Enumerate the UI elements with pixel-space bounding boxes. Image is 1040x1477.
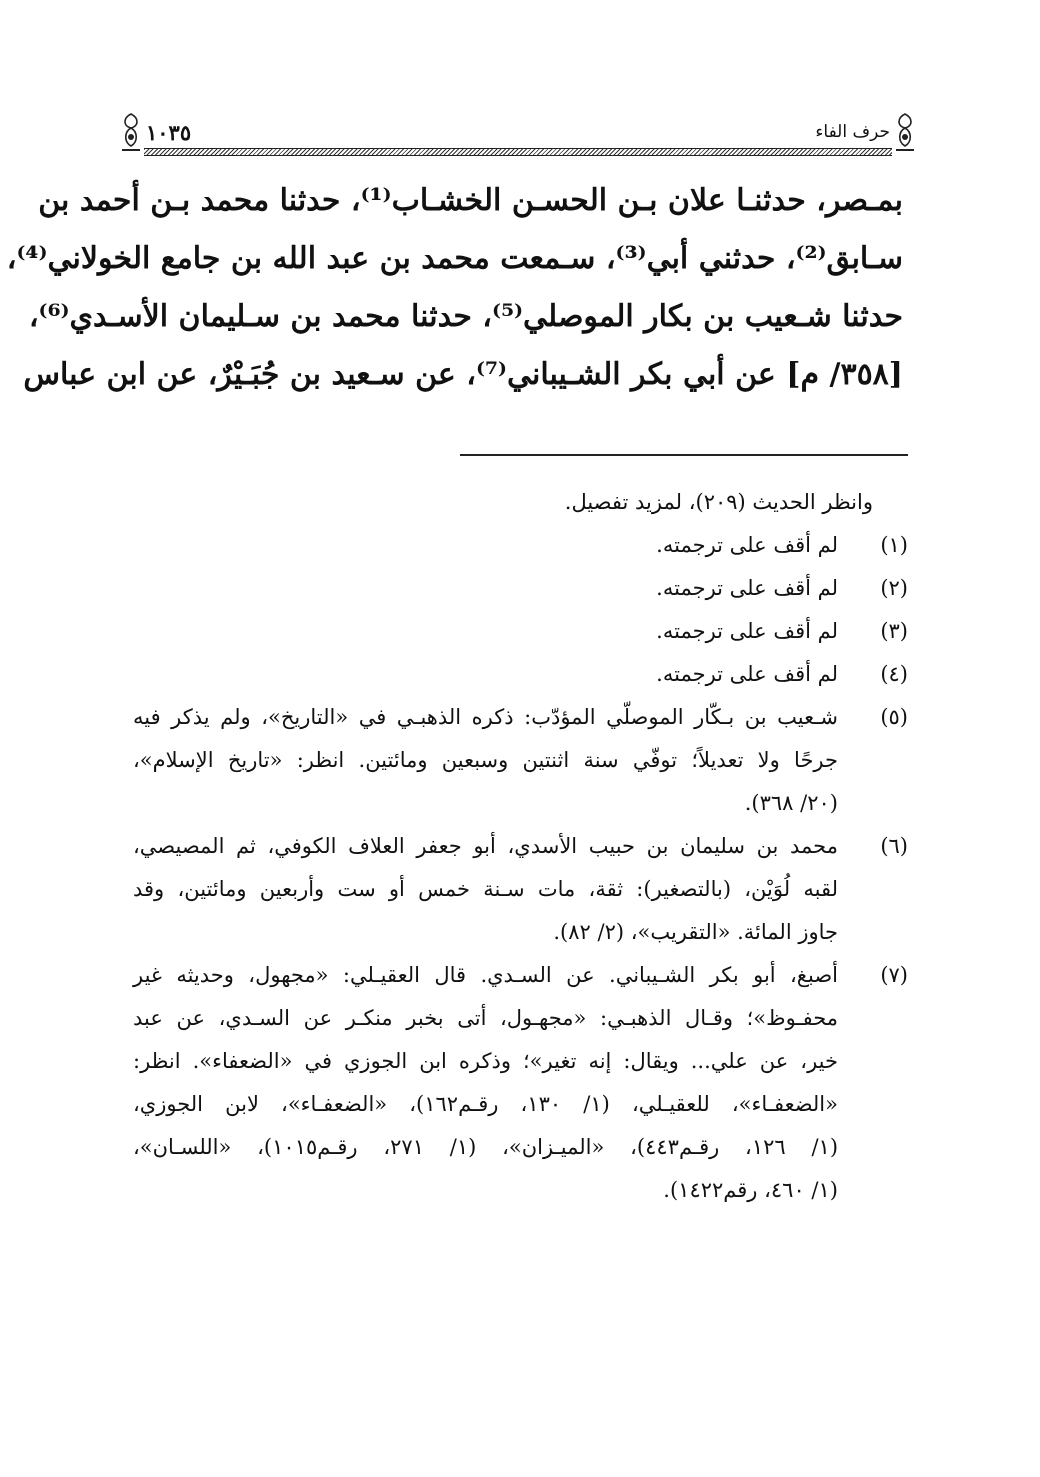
footnote-number: (٤) <box>880 662 908 686</box>
footnote <box>133 524 908 567</box>
text-line: حدثنا شـعيب بن بكار الموصلي⁽⁵⁾، حدثنا محمد بن سـليمان الأسـدي⁽⁶⁾، <box>28 299 903 334</box>
footnote-line: محفـوظ»؛ وقـال الذهبـي: «مجهـول، أتى بخبر منكـر عن السـدي، عن عبد <box>133 1006 838 1030</box>
footnote <box>133 567 908 610</box>
ornament-icon <box>118 112 144 152</box>
chapter-title: حرف الفاء <box>815 122 890 142</box>
footnote-line: محمد بن سليمان بن حبيب الأسدي، أبو جعفر العلاف الكوفي، ثم المصيصي، <box>133 834 838 858</box>
footnote-line: (١/ ٤٦٠، رقم١٤٢٢). <box>663 1178 838 1202</box>
footnote-line: لم أقف على ترجمته. <box>656 619 838 643</box>
footnote-line: شـعيب بن بـكّار الموصلّي المؤدّب: ذكره الذهبـي في «التاريخ»، ولم يذكر فيه <box>133 705 838 729</box>
footnote-line: (٢٠/ ٣٦٨). <box>744 791 838 815</box>
footnote <box>133 653 908 696</box>
footnote-line: جاوز المائة. «التقريب»، (٢/ ٨٢). <box>553 920 838 944</box>
footnote-separator <box>460 454 908 456</box>
footnote-line: أصبغ، أبو بكر الشـيباني. عن السـدي. قال العقيـلي: «مجهول، وحديثه غير <box>133 963 838 987</box>
ornament-icon <box>892 112 918 152</box>
text-line: [٣٥٨/ م] عن أبي بكر الشـيباني⁽⁷⁾، عن سـعيد بن جُبَـيْرٌ، عن ابن عباس <box>23 357 903 392</box>
footnote-line: لم أقف على ترجمته. <box>656 576 838 600</box>
footnote-line: خير، عن علي... ويقال: إنه تغير»؛ وذكره ابن الجوزي في «الضعفاء». انظر: <box>133 1049 838 1073</box>
footnotes <box>133 480 908 1212</box>
footnote-line: لم أقف على ترجمته. <box>656 533 838 557</box>
footnote-number: (٥) <box>880 705 908 729</box>
footnote <box>133 610 908 653</box>
footnote-line: لم أقف على ترجمته. <box>656 662 838 686</box>
footnote-number: (٣) <box>880 619 908 643</box>
page-number: ١٠٣٥ <box>146 119 192 145</box>
header-rule <box>144 148 892 156</box>
footnote-number: (٢) <box>880 576 908 600</box>
footnote <box>133 954 908 1212</box>
text-line: سـابق⁽²⁾، حدثني أبي⁽³⁾، سـمعت محمد بن عبد الله بن جامع الخولاني⁽⁴⁾، <box>6 241 903 276</box>
footnote-intro: وانظر الحديث (٢٠٩)، لمزيد تفصيل. <box>564 490 873 514</box>
footnote-line: (١/ ١٢٦، رقـم٤٤٣)، «الميـزان»، (١/ ٢٧١، رقـم١٠١٥)، «اللسـان»، <box>133 1135 839 1159</box>
running-header <box>118 108 918 158</box>
footnote-line: لقبه لُوَيْن، (بالتصغير): ثقة، مات سـنة خمس أو ست وأربعين ومائتين، وقد <box>133 877 838 901</box>
text-line: بمـصر، حدثنـا علان بـن الحسـن الخشـاب⁽¹⁾، حدثنا محمد بـن أحمد بن <box>38 183 903 218</box>
footnote-number: (١) <box>880 533 908 557</box>
footnote-number: (٧) <box>880 963 908 987</box>
footnote-number: (٦) <box>880 834 908 858</box>
footnote-line: «الضعفـاء»، للعقيـلي، (١/ ١٣٠، رقـم١٦٢)، «الضعفـاء»، لابن الجوزي، <box>133 1092 838 1116</box>
footnote-line: جرحًا ولا تعديلاً؛ توفّي سنة اثنتين وسبعين ومائتين. انظر: «تاريخ الإسلام»، <box>133 748 838 772</box>
footnote <box>133 825 908 954</box>
footnote <box>133 696 908 825</box>
main-text <box>6 172 903 404</box>
